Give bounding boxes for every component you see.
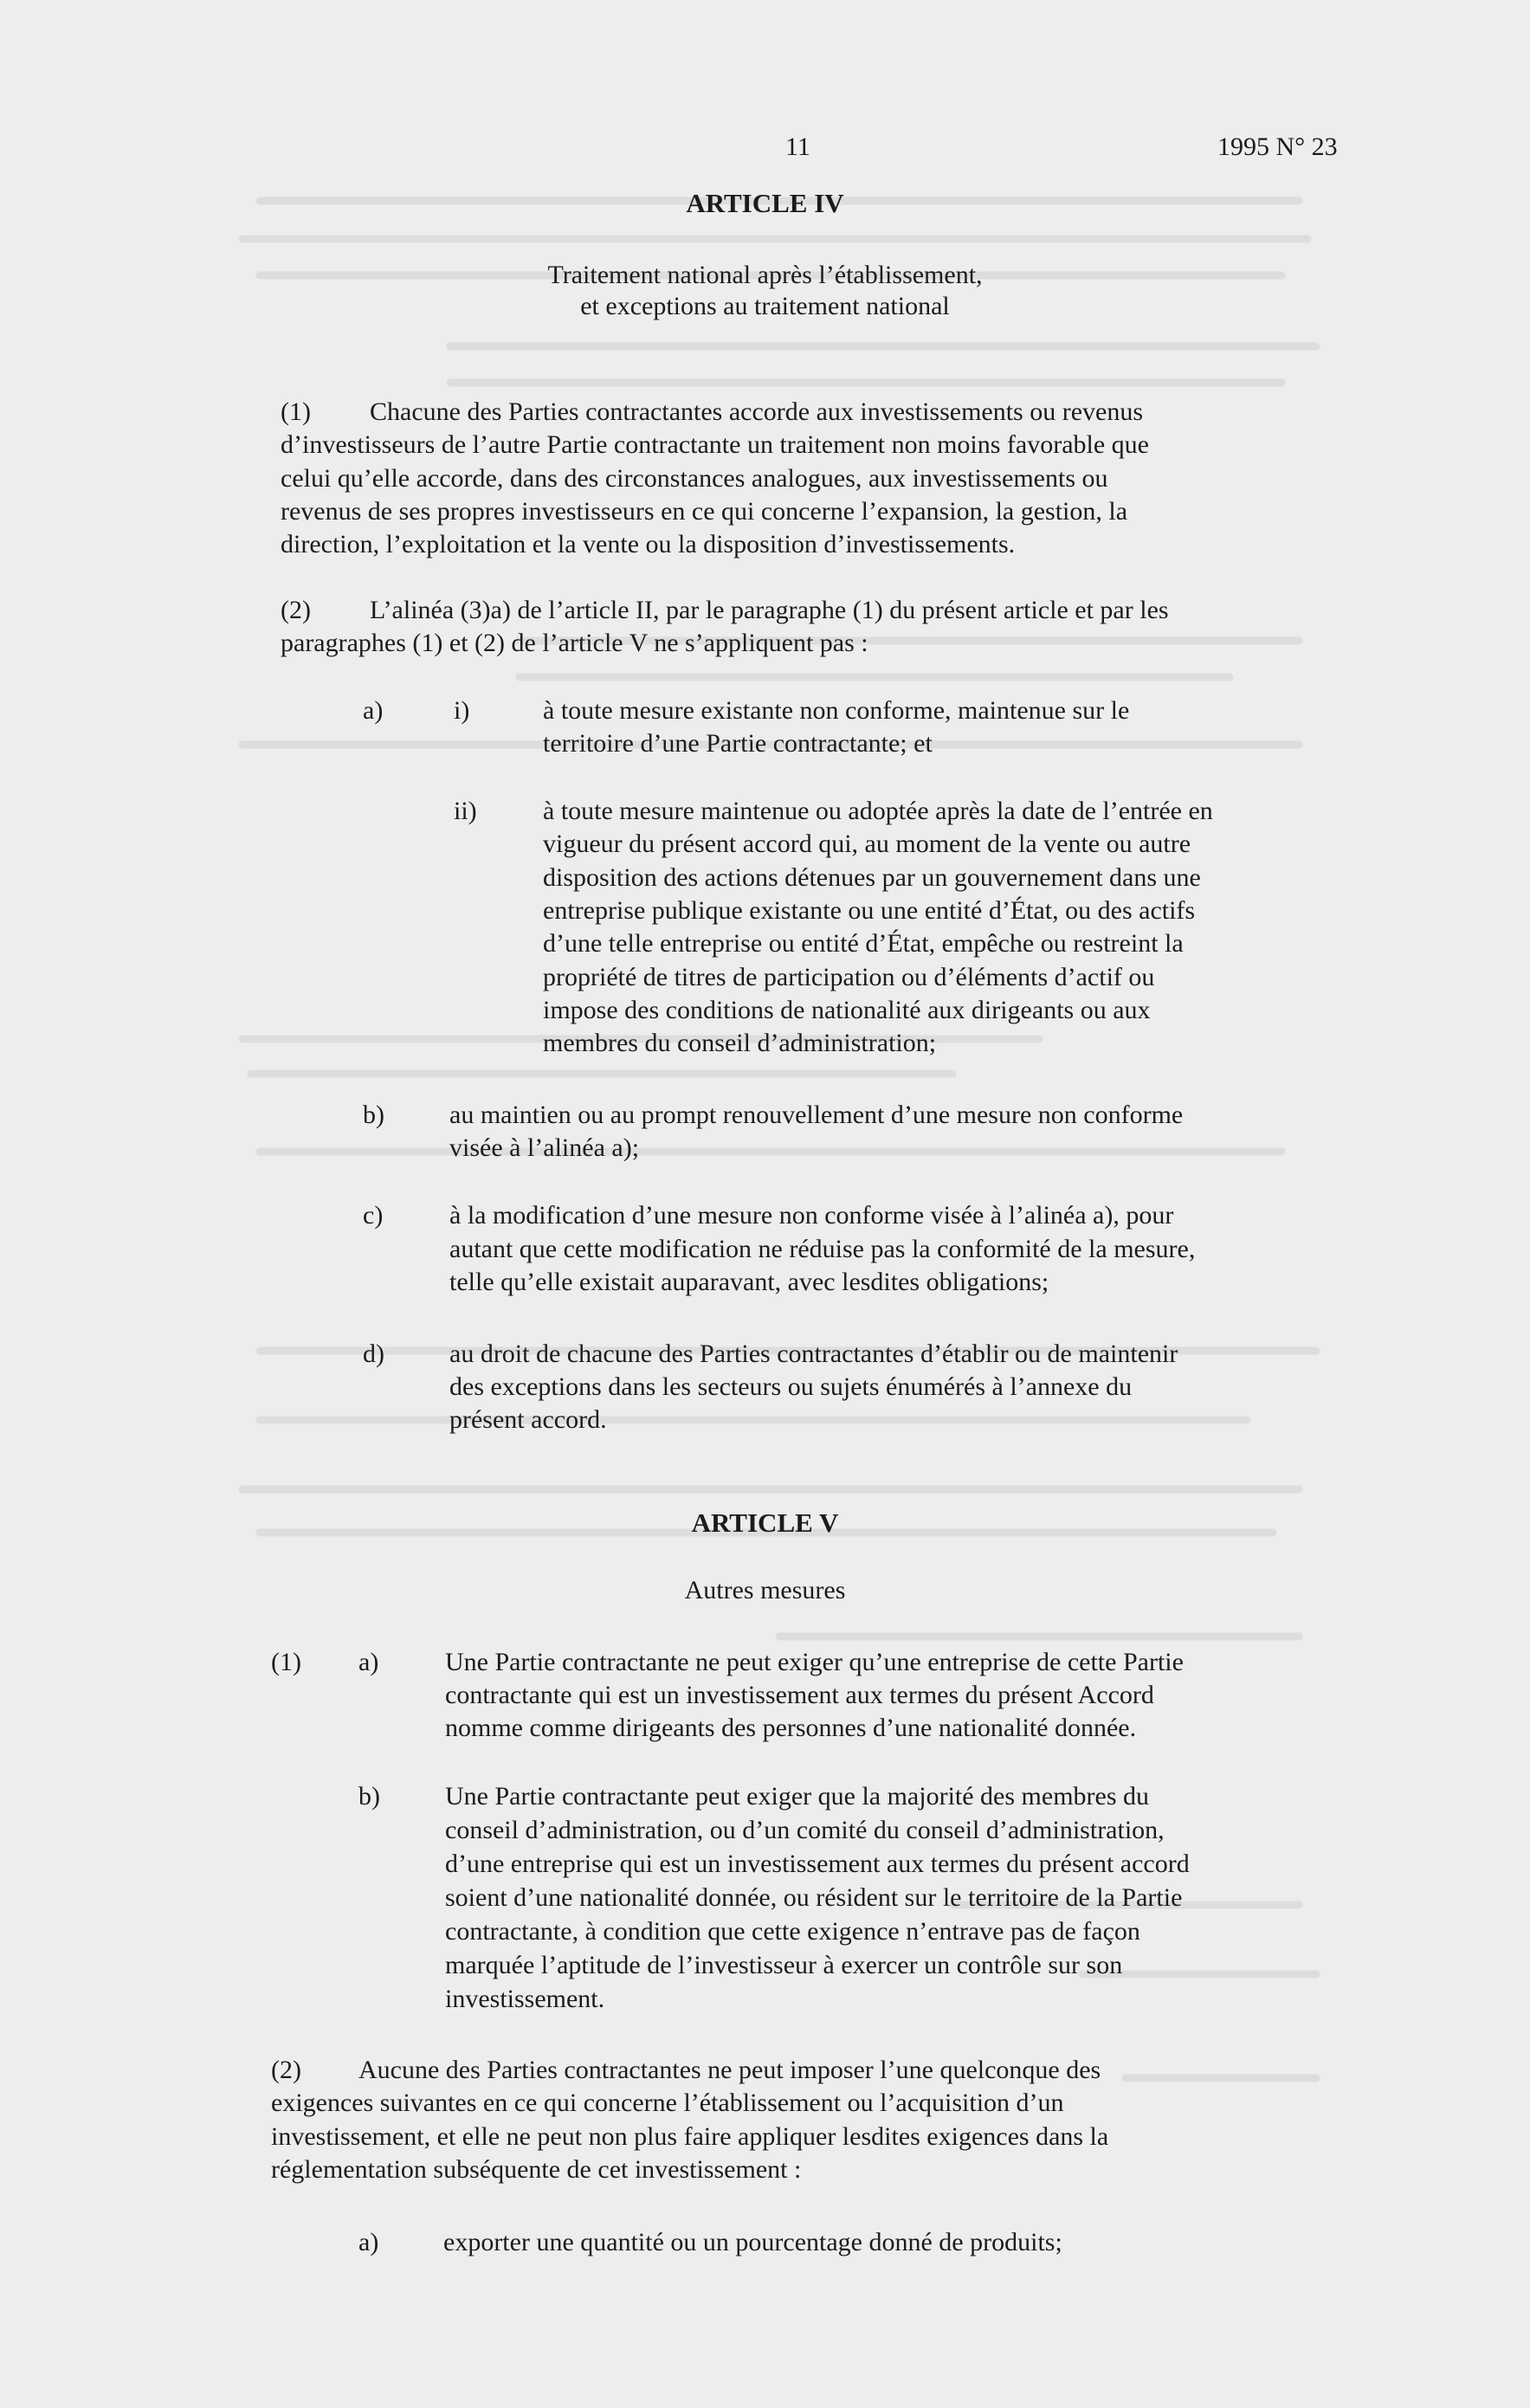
item-c-line: à la modification d’une mesure non conforme visée à l’alinéa a), pour <box>449 1201 1174 1230</box>
article-5-item-b-line: contractante, à condition que cette exigence n’entrave pas de façon <box>445 1917 1140 1946</box>
item-a-ii-line: impose des conditions de nationalité aux dirigeants ou aux <box>543 996 1151 1024</box>
item-a-ii-line: entreprise publique existante ou une entité d’État, ou des actifs <box>543 896 1196 925</box>
article-5-item-b-line: investissement. <box>445 1985 605 2013</box>
item-c-line: autant que cette modification ne réduise pas la conformité de la mesure, <box>449 1235 1196 1263</box>
item-b-label: b) <box>363 1101 384 1129</box>
article-5-item-b-line: marquée l’aptitude de l’investisseur à exercer un contrôle sur son <box>445 1951 1123 1979</box>
article-5-paragraph-2-line: réglementation subséquente de cet investissement : <box>271 2155 802 2184</box>
article-5-item-b-label: b) <box>358 1782 380 1811</box>
item-a-i-line: territoire d’une Partie contractante; et <box>543 729 933 758</box>
article-4-paragraph-1-line: direction, l’exploitation et la vente ou la disposition d’investissements. <box>281 530 1016 558</box>
item-a-ii-line: vigueur du présent accord qui, au moment de la vente ou autre <box>543 830 1191 858</box>
item-a-i-line: à toute mesure existante non conforme, maintenue sur le <box>543 696 1130 725</box>
item-a-ii-line: disposition des actions détenues par un gouvernement dans une <box>543 863 1201 892</box>
article-5-item-a-line: contractante qui est un investissement aux termes du présent Accord <box>445 1681 1154 1709</box>
item-d-line: présent accord. <box>449 1405 607 1434</box>
item-c-line: telle qu’elle existait auparavant, avec lesdites obligations; <box>449 1268 1049 1296</box>
article-5-item-b-line: soient d’une nationalité donnée, ou résident sur le territoire de la Partie <box>445 1883 1183 1912</box>
article-4-paragraph-1-line: celui qu’elle accorde, dans des circonstances analogues, aux investissements ou <box>281 464 1108 493</box>
article-5-item-b-line: Une Partie contractante peut exiger que la majorité des membres du <box>445 1782 1150 1811</box>
item-c-label: c) <box>363 1201 384 1230</box>
article-4-paragraph-2-number: (2) <box>281 596 311 624</box>
item-a-ii-line: à toute mesure maintenue ou adoptée après la date de l’entrée en <box>543 797 1213 825</box>
article-4-paragraph-1-line: d’investisseurs de l’autre Partie contractante un traitement non moins favorable que <box>281 430 1149 459</box>
article-4-paragraph-1-line: Chacune des Parties contractantes accorde aux investissements ou revenus <box>370 397 1144 426</box>
article-4-subtitle-line-2: et exceptions au traitement national <box>580 292 950 320</box>
article-4-paragraph-1-line: revenus de ses propres investisseurs en ce qui concerne l’expansion, la gestion, la <box>281 497 1128 526</box>
article-5-title: ARTICLE V <box>691 1507 839 1538</box>
article-5-item-b-line: d’une entreprise qui est un investissement aux termes du présent accord <box>445 1850 1190 1878</box>
page-number: 11 <box>785 132 810 161</box>
item-a-ii-line: propriété de titres de participation ou d’éléments d’actif ou <box>543 963 1155 991</box>
article-5-paragraph-2-line: Aucune des Parties contractantes ne peut imposer l’une quelconque des <box>358 2056 1101 2084</box>
article-5-item-a-label: a) <box>358 1648 379 1676</box>
article-5-paragraph-2-item-a-label: a) <box>358 2228 379 2256</box>
item-d-label: d) <box>363 1340 384 1368</box>
item-a-ii-line: membres du conseil d’administration; <box>543 1029 937 1057</box>
article-5-paragraph-1-number: (1) <box>271 1648 301 1676</box>
article-5-paragraph-2-line: exigences suivantes en ce qui concerne l’établissement ou l’acquisition d’un <box>271 2088 1064 2117</box>
item-a-ii-label: ii) <box>454 797 477 825</box>
item-a-i-label: i) <box>454 696 470 725</box>
article-5-item-b-line: conseil d’administration, ou d’un comité du conseil d’administration, <box>445 1816 1165 1844</box>
article-5-subtitle: Autres mesures <box>684 1576 846 1604</box>
item-d-line: des exceptions dans les secteurs ou sujets énumérés à l’annexe du <box>449 1372 1133 1401</box>
article-4-paragraph-2-line: L’alinéa (3)a) de l’article II, par le paragraphe (1) du présent article et par les <box>370 596 1169 624</box>
article-5-paragraph-2-line: investissement, et elle ne peut non plus faire appliquer lesdites exigences dans la <box>271 2122 1109 2151</box>
article-5-paragraph-2-item-a: exporter une quantité ou un pourcentage donné de produits; <box>443 2228 1062 2256</box>
article-4-paragraph-2-line: paragraphes (1) et (2) de l’article V ne s’appliquent pas : <box>281 629 868 657</box>
item-a-label: a) <box>363 696 384 725</box>
article-5-paragraph-2-number: (2) <box>271 2056 301 2084</box>
publication-reference: 1995 N° 23 <box>1217 132 1338 161</box>
item-b-line: visée à l’alinéa a); <box>449 1133 640 1162</box>
article-5-item-a-line: nomme comme dirigeants des personnes d’une nationalité donnée. <box>445 1714 1137 1742</box>
article-4-title: ARTICLE IV <box>686 188 844 218</box>
item-a-ii-line: d’une telle entreprise ou entité d’État, empêche ou restreint la <box>543 929 1184 958</box>
item-d-line: au droit de chacune des Parties contractantes d’établir ou de maintenir <box>449 1340 1178 1368</box>
article-4-subtitle-line-1: Traitement national après l’établissement, <box>547 261 983 289</box>
article-4-paragraph-1-number: (1) <box>281 397 311 426</box>
article-5-item-a-line: Une Partie contractante ne peut exiger qu’une entreprise de cette Partie <box>445 1648 1184 1676</box>
item-b-line: au maintien ou au prompt renouvellement d’une mesure non conforme <box>449 1101 1184 1129</box>
